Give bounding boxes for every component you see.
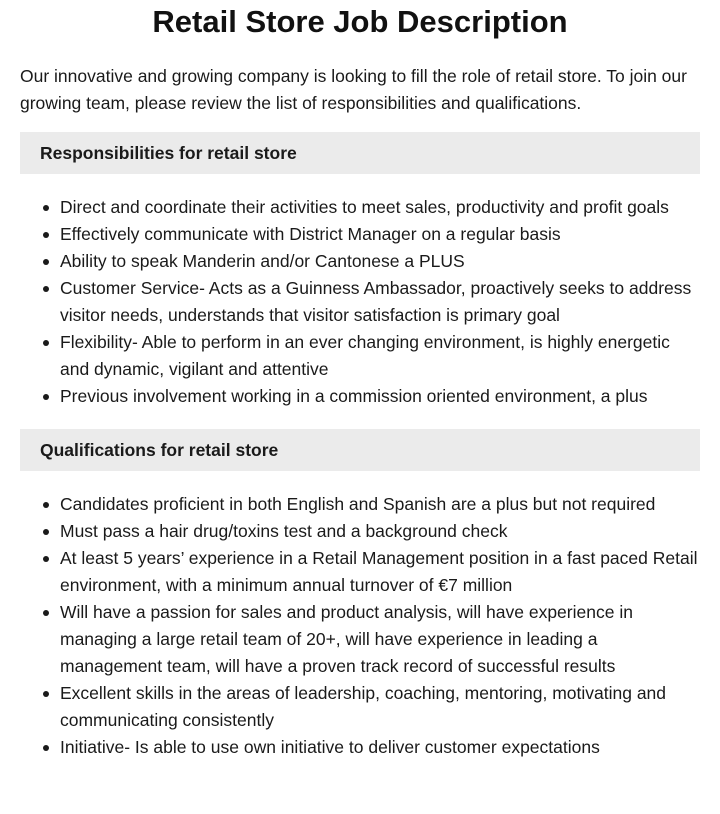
responsibilities-list [20,194,700,410]
responsibilities-heading: Responsibilities for retail store [20,132,700,174]
responsibility-item: Previous involvement working in a commission oriented environment, a plus [60,383,700,410]
page-title: Retail Store Job Description [152,4,568,39]
qualifications-list [20,491,700,761]
qualifications-heading: Qualifications for retail store [20,429,700,471]
qualification-item: Initiative- Is able to use own initiative to deliver customer expectations [60,734,700,761]
qualification-item: At least 5 years’ experience in a Retail Management position in a fast paced Retail environment, with a minimum annual turnover of €7 million [60,545,700,599]
qualification-item: Will have a passion for sales and product analysis, will have experience in managing a large retail team of 20+, will have experience in leading a management team, will have a proven track record of successful results [60,599,700,680]
qualification-item: Candidates proficient in both English and Spanish are a plus but not required [60,491,700,518]
intro-paragraph: Our innovative and growing company is looking to fill the role of retail store. To join our growing team, please review the list of responsibilities and qualifications. [20,66,687,113]
qualification-item: Must pass a hair drug/toxins test and a background check [60,518,700,545]
responsibility-item: Customer Service- Acts as a Guinness Ambassador, proactively seeks to address visitor needs, understands that visitor satisfaction is primary goal [60,275,700,329]
qualification-item: Excellent skills in the areas of leadership, coaching, mentoring, motivating and communicating consistently [60,680,700,734]
responsibility-item: Direct and coordinate their activities to meet sales, productivity and profit goals [60,194,700,221]
responsibility-item: Ability to speak Manderin and/or Cantonese a PLUS [60,248,700,275]
responsibility-item: Flexibility- Able to perform in an ever changing environment, is highly energetic and dynamic, vigilant and attentive [60,329,700,383]
responsibility-item: Effectively communicate with District Manager on a regular basis [60,221,700,248]
